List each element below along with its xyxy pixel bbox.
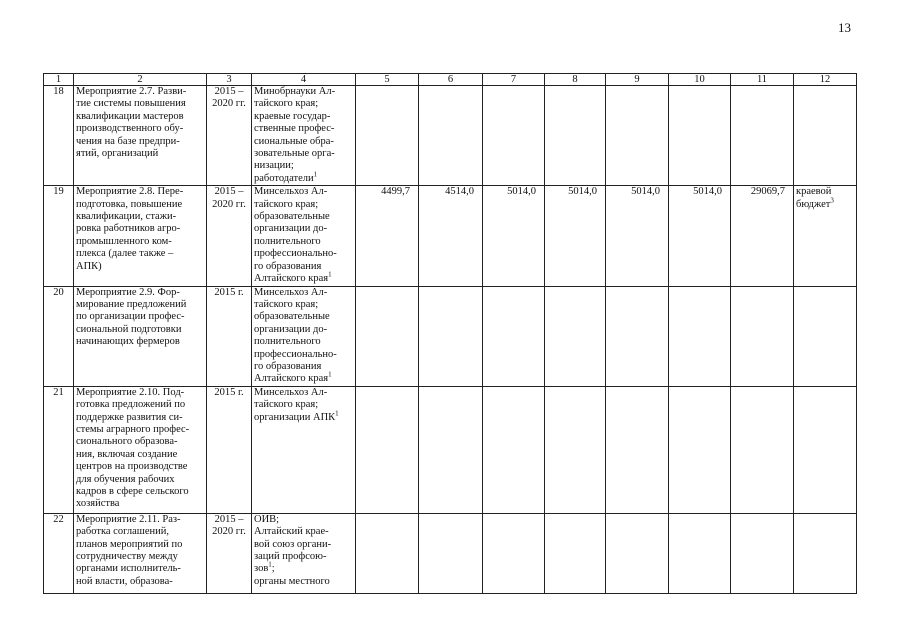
event-cell: Мероприятие 2.9. Фор- мирование предложений по организации профес- сиональной подготовки начинающих фермеров [74, 286, 207, 386]
value-cell [419, 286, 483, 386]
value-cell [419, 86, 483, 186]
period-cell: 2015 г. [207, 286, 252, 386]
value-cell [356, 86, 419, 186]
total-cell: 29069,7 [731, 186, 794, 286]
executor-text: Минсельхоз Ал- тайского края; образовательные организации до- полнительного профессионально- го образования Алтайского края [254, 286, 337, 385]
total-cell [731, 286, 794, 386]
value-cell [669, 86, 731, 186]
header-cell: 11 [731, 74, 794, 86]
executor-cell [252, 286, 356, 386]
total-cell [731, 386, 794, 513]
value-cell: 5014,0 [545, 186, 606, 286]
event-cell: Мероприятие 2.11. Раз- работка соглашений, планов мероприятий по сотрудничеству между органами исполнитель- ной власти, образова- [74, 513, 207, 593]
executor-text: Минобрнауки Ал- тайского края; краевые государ- ственные профес- сиональные обра- зовательные орга- низации; работодатели [254, 86, 336, 184]
table-row [44, 513, 857, 593]
source-cell [794, 186, 857, 286]
value-cell: 5014,0 [606, 186, 669, 286]
row-number: 19 [44, 186, 74, 286]
footnote-mark: 3 [830, 196, 834, 205]
value-cell: 5014,0 [483, 186, 545, 286]
value-cell [483, 86, 545, 186]
executor-cell [252, 186, 356, 286]
source-cell [794, 513, 857, 593]
executor-cell [252, 86, 356, 186]
value-cell [356, 513, 419, 593]
footnote-mark: 1 [328, 370, 332, 379]
footnote-mark: 1 [313, 170, 318, 179]
value-cell [669, 286, 731, 386]
header-cell: 10 [669, 74, 731, 86]
period-cell: 2015 – 2020 гг. [207, 186, 252, 286]
source-cell [794, 386, 857, 513]
value-cell [669, 386, 731, 513]
period-cell: 2015 – 2020 гг. [207, 513, 252, 593]
total-cell [731, 86, 794, 186]
period-cell: 2015 – 2020 гг. [207, 86, 252, 186]
header-cell: 7 [483, 74, 545, 86]
executor-text: ОИВ; Алтайский крае- вой союз органи- заций профсою- зов [254, 513, 332, 575]
executor-text: Минсельхоз Ал- тайского края; организации АПК [254, 386, 336, 423]
value-cell [545, 513, 606, 593]
value-cell [606, 513, 669, 593]
footnote-mark: 1 [268, 560, 272, 569]
event-cell: Мероприятие 2.7. Разви- тие системы повышения квалификации мастеров производственного обу- чения на базе предпри- ятий, организаций [74, 86, 207, 186]
header-cell: 6 [419, 74, 483, 86]
footnote-mark: 1 [328, 270, 332, 279]
executor-cell [252, 386, 356, 513]
footnote-mark: 1 [335, 409, 339, 418]
source-cell [794, 286, 857, 386]
row-number: 18 [44, 86, 74, 186]
value-cell [483, 286, 545, 386]
header-cell: 5 [356, 74, 419, 86]
value-cell [545, 286, 606, 386]
value-cell [669, 513, 731, 593]
period-cell: 2015 г. [207, 386, 252, 513]
event-cell: Мероприятие 2.10. Под- готовка предложений по поддержке развития си- стемы аграрного профес- сионального образова- ния, включая создание центров на производстве для обучения рабочих кадров в сфере сельского хозяйства [74, 386, 207, 513]
header-cell: 3 [207, 74, 252, 86]
value-cell: 4514,0 [419, 186, 483, 286]
total-cell [731, 513, 794, 593]
executor-text: Минсельхоз Ал- тайского края; образовательные организации до- полнительного профессионально- го образования Алтайского края [254, 186, 337, 285]
value-cell [545, 386, 606, 513]
value-cell [606, 286, 669, 386]
value-cell [356, 386, 419, 513]
value-cell [545, 86, 606, 186]
value-cell: 5014,0 [669, 186, 731, 286]
header-cell: 4 [252, 74, 356, 86]
source-text: краевой бюджет [796, 186, 832, 210]
value-cell [606, 86, 669, 186]
table-row [44, 86, 857, 186]
value-cell [483, 386, 545, 513]
value-cell [419, 513, 483, 593]
header-cell: 1 [44, 74, 74, 86]
value-cell [483, 513, 545, 593]
header-cell: 12 [794, 74, 857, 86]
row-number: 22 [44, 513, 74, 593]
source-cell [794, 86, 857, 186]
page-number: 13 [838, 20, 851, 35]
row-number: 20 [44, 286, 74, 386]
value-cell: 4499,7 [356, 186, 419, 286]
executor-cell [252, 513, 356, 593]
header-cell: 2 [74, 74, 207, 86]
table-row [44, 286, 857, 386]
value-cell [419, 386, 483, 513]
event-cell: Мероприятие 2.8. Пере- подготовка, повышение квалификации, стажи- ровка работников агро- промышленного ком- плекса (далее также – АПК) [74, 186, 207, 286]
value-cell [356, 286, 419, 386]
program-table [43, 73, 857, 594]
header-row [44, 74, 857, 86]
header-cell: 9 [606, 74, 669, 86]
value-cell [606, 386, 669, 513]
executor-text-tail: ; органы местного [254, 563, 330, 587]
table-row [44, 386, 857, 513]
table-row [44, 186, 857, 286]
header-cell: 8 [545, 74, 606, 86]
row-number: 21 [44, 386, 74, 513]
